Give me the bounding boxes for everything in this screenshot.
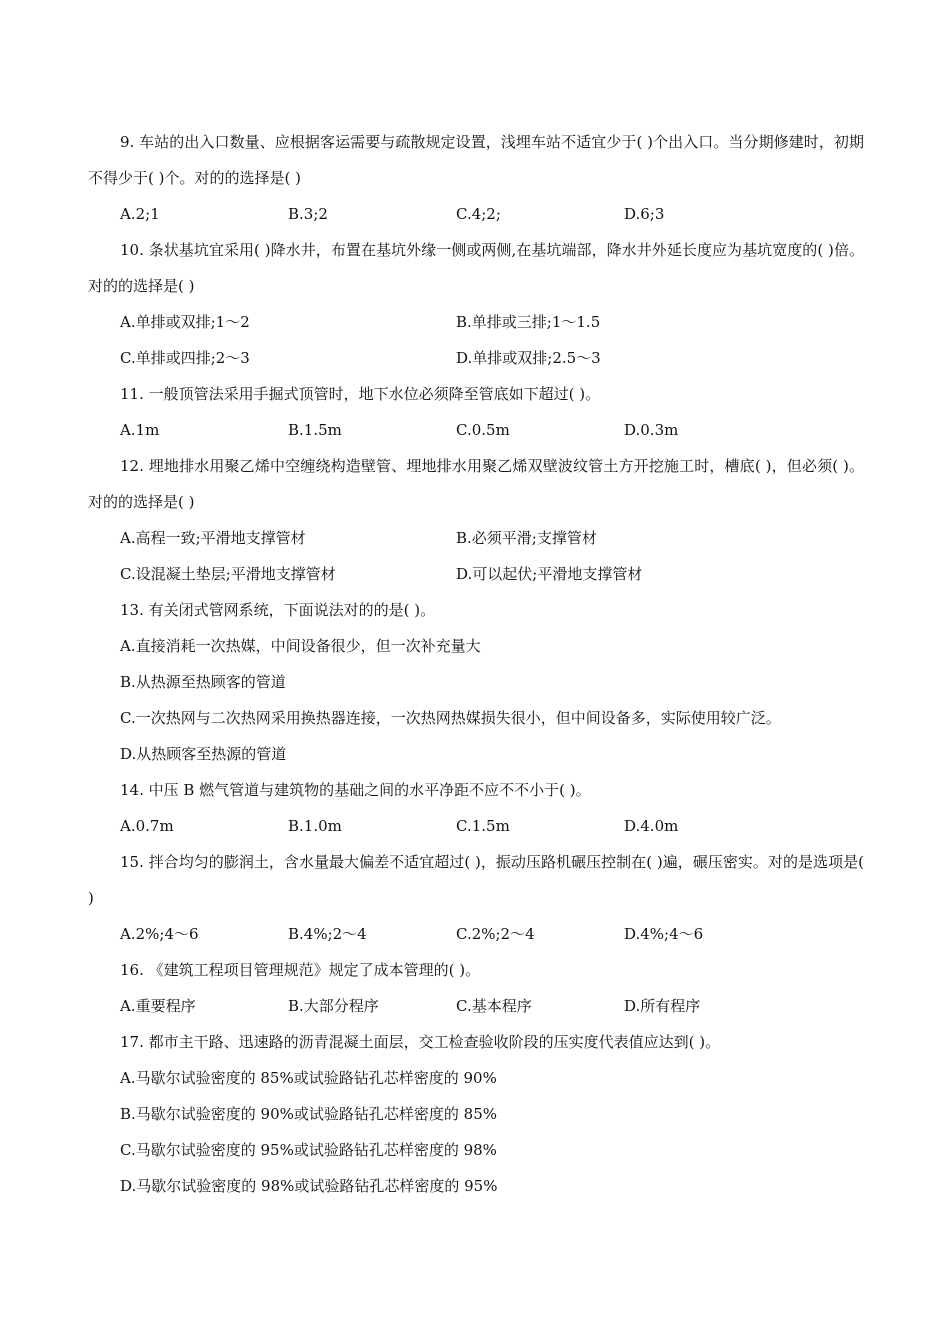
option-b: B.单排或三排;1～1.5 [456, 313, 601, 331]
option-c: C.设混凝土垫层;平滑地支撑管材 [120, 565, 336, 583]
options-row [88, 916, 864, 952]
question-14 [88, 772, 864, 844]
question-text: 10. 条状基坑宜采用( )降水井，布置在基坑外缘一侧或两侧,在基坑端部，降水井外延长度应为基坑宽度的( )倍。对的的选择是( ) [88, 241, 864, 295]
option-a: A.2%;4～6 [120, 925, 199, 943]
options-row [88, 340, 864, 376]
option-d: D.4.0m [624, 817, 679, 835]
options-row [88, 520, 864, 556]
option-b: B.1.5m [288, 421, 342, 439]
question-text: 15. 拌合均匀的膨润土，含水量最大偏差不适宜超过( )，振动压路机碾压控制在( )遍，碾压密实。对的是选项是( ) [88, 853, 864, 907]
question-15 [88, 844, 864, 952]
option-d: D.4%;4～6 [624, 925, 704, 943]
option-a: A.马歇尔试验密度的 85%或试验路钻孔芯样密度的 90% [120, 1069, 497, 1087]
question-12 [88, 448, 864, 592]
option-b: B.4%;2～4 [288, 925, 367, 943]
option-b: B.马歇尔试验密度的 90%或试验路钻孔芯样密度的 85% [120, 1105, 498, 1123]
option-a: A.单排或双排;1～2 [120, 313, 250, 331]
option-b: B.3;2 [288, 205, 328, 223]
question-text: 12. 埋地排水用聚乙烯中空缠绕构造壁管、埋地排水用聚乙烯双壁波纹管土方开挖施工时，槽底( )，但必须( )。对的的选择是( ) [88, 457, 864, 511]
options-row [88, 412, 864, 448]
option-d: D.6;3 [624, 205, 665, 223]
option-d: D.可以起伏;平滑地支撑管材 [456, 565, 643, 583]
question-text: 13. 有关闭式管网系统，下面说法对的的是( )。 [120, 601, 436, 619]
question-17 [88, 1024, 864, 1204]
question-11 [88, 376, 864, 448]
option-a: A.2;1 [120, 205, 160, 223]
question-text: 17. 都市主干路、迅速路的沥青混凝土面层，交工检查验收阶段的压实度代表值应达到( )。 [120, 1033, 721, 1051]
option-d: D.所有程序 [624, 997, 701, 1015]
question-text: 16. 《建筑工程项目管理规范》规定了成本管理的( )。 [120, 961, 481, 979]
question-10 [88, 232, 864, 376]
option-d: D.从热顾客至热源的管道 [120, 745, 287, 763]
option-c: C.4;2; [456, 205, 501, 223]
option-c: C.马歇尔试验密度的 95%或试验路钻孔芯样密度的 98% [120, 1141, 497, 1159]
question-13 [88, 592, 864, 772]
options-row [88, 196, 864, 232]
question-text: 9. 车站的出入口数量、应根据客运需要与疏散规定设置，浅埋车站不适宜少于( )个出入口。当分期修建时，初期不得少于( )个。对的的选择是( ) [88, 133, 864, 187]
option-a: A.直接消耗一次热媒，中间设备很少，但一次补充量大 [120, 637, 481, 655]
option-c: C.0.5m [456, 421, 510, 439]
option-b: B.1.0m [288, 817, 342, 835]
question-text: 14. 中压 B 燃气管道与建筑物的基础之间的水平净距不应不不小于( )。 [120, 781, 591, 799]
option-d: D.单排或双排;2.5～3 [456, 349, 601, 367]
option-c: C.2%;2～4 [456, 925, 535, 943]
option-d: D.0.3m [624, 421, 679, 439]
options-row [88, 304, 864, 340]
option-c: C.基本程序 [456, 997, 532, 1015]
option-b: B.从热源至热顾客的管道 [120, 673, 286, 691]
option-b: B.大部分程序 [288, 997, 379, 1015]
options-row [88, 988, 864, 1024]
option-c: C.1.5m [456, 817, 510, 835]
options-row [88, 808, 864, 844]
option-a: A.0.7m [120, 817, 174, 835]
option-b: B.必须平滑;支撑管材 [456, 529, 597, 547]
option-a: A.1m [120, 421, 160, 439]
option-d: D.马歇尔试验密度的 98%或试验路钻孔芯样密度的 95% [120, 1177, 498, 1195]
option-a: A.高程一致;平滑地支撑管材 [120, 529, 306, 547]
option-a: A.重要程序 [120, 997, 196, 1015]
option-c: C.单排或四排;2～3 [120, 349, 250, 367]
question-text: 11. 一般顶管法采用手掘式顶管时，地下水位必须降至管底如下超过( )。 [120, 385, 601, 403]
question-9 [88, 124, 864, 232]
question-16 [88, 952, 864, 1024]
option-c: C.一次热网与二次热网采用换热器连接，一次热网热媒损失很小，但中间设备多，实际使用较广泛。 [120, 709, 781, 727]
options-row [88, 556, 864, 592]
